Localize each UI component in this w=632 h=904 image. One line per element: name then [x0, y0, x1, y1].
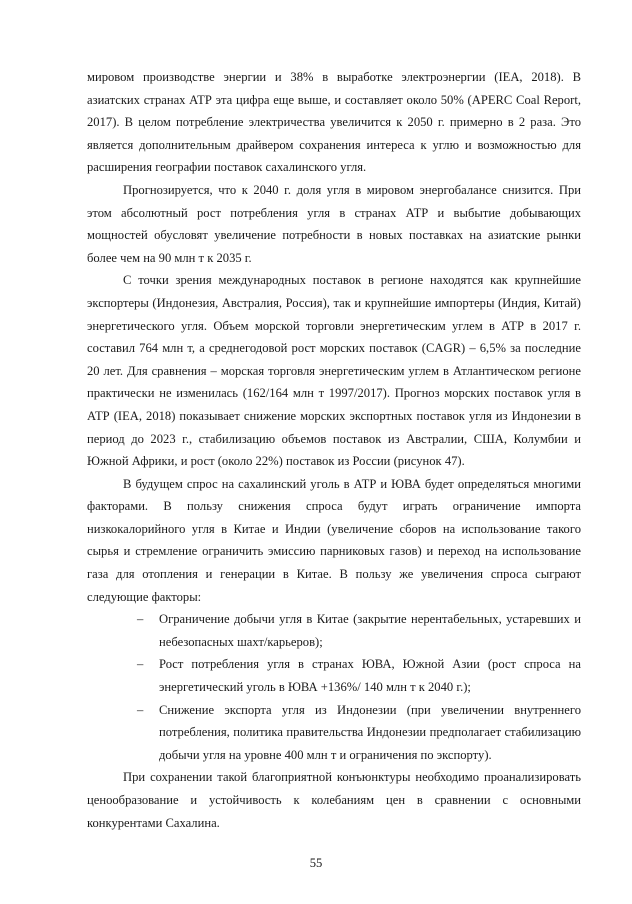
factor-list: [87, 608, 581, 766]
list-item: [137, 699, 581, 767]
paragraph-1: мировом производстве энергии и 38% в выработке электроэнергии (IEA, 2018). В азиатских странах АТР эта цифра еще выше, и составляет около 50% (APERC Coal Report, 2017). В целом потребление электричества увеличится к 2050 г. примерно в 2 раза. Это является дополнительным драйвером сохранения интереса к углю и возможностью для расширения географии поставок сахалинского угля.: [87, 70, 581, 175]
bullet-dash: –: [137, 702, 144, 717]
bullet-dash: –: [137, 612, 144, 627]
paragraph-4: В будущем спрос на сахалинский уголь в АТР и ЮВА будет определяться многими факторами. В пользу снижения спроса будут играть ограничение импорта низкокалорийного угля в Китае и Индии (увеличение сборов на использование такого сырья и стремление ограничить эмиссию парниковых газов) и переход на использование газа для отопления и генерации в Китае. В пользу же увеличения спроса сыграют следующие факторы:: [87, 476, 581, 604]
paragraph-2: Прогнозируется, что к 2040 г. доля угля в мировом энергобалансе снизится. При этом абсолютный рост потребления угля в странах АТР и выбытие добывающих мощностей обусловят увеличение потребности в новых поставках на азиатские рынки более чем на 90 млн т к 2035 г.: [87, 182, 581, 265]
bullet-dash: –: [137, 657, 144, 672]
list-item-text: Ограничение добычи угля в Китае (закрытие нерентабельных, устаревших и небезопасных шахт/карьеров);: [159, 612, 581, 649]
body-text: [87, 66, 581, 834]
list-item-text: Снижение экспорта угля из Индонезии (при увеличении внутреннего потребления, политика правительства Индонезии предполагает стабилизацию добычи угля на уровне 400 млн т и ограничения по экспорту).: [159, 702, 581, 762]
paragraph-3: С точки зрения международных поставок в регионе находятся как крупнейшие экспортеры (Индонезия, Австралия, Россия), так и крупнейшие импортеры (Индия, Китай) энергетического угля. Объем морской торговли энергетическим углем в АТР в 2017 г. составил 764 млн т, а среднегодовой рост морских поставок (CAGR) – 6,5% за последние 20 лет. Для сравнения – морская торговля энергетическим углем в Атлантическом регионе практически не изменилась (162/164 млн т 1997/2017). Прогноз морских поставок угля в АТР (IEA, 2018) показывает снижение морских экспортных поставок угля из Индонезии в период до 2023 г., стабилизацию объемов поставок из Австралии, США, Колумбии и Южной Африки, и рост (около 22%) поставок из России (рисунок 47).: [87, 273, 581, 469]
list-item-text: Рост потребления угля в странах ЮВА, Южной Азии (рост спроса на энергетический уголь в ЮВА +136%/ 140 млн т к 2040 г.);: [159, 657, 581, 695]
list-item: [137, 653, 581, 698]
page-number: 55: [309, 856, 323, 870]
list-item: [137, 608, 581, 653]
closing-paragraph: При сохранении такой благоприятной конъюнктуры необходимо проанализировать ценообразование и устойчивость к колебаниям цен в сравнении с основными конкурентами Сахалина.: [87, 770, 581, 830]
